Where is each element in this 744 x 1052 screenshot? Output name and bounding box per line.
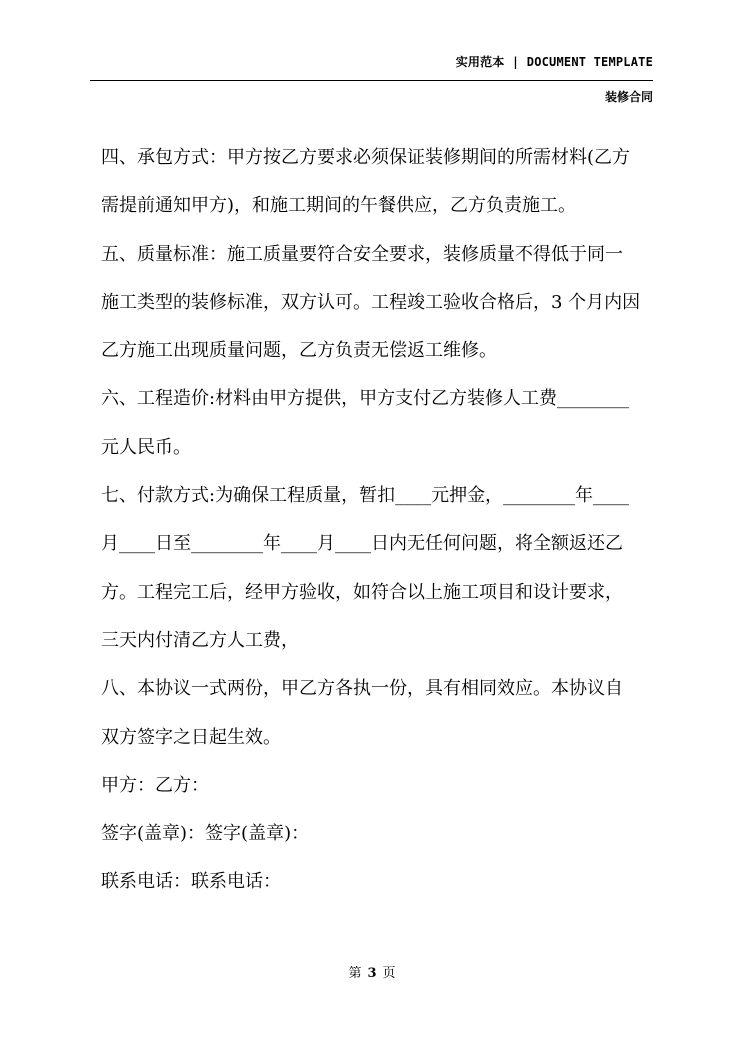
header-subtitle: 装修合同	[604, 90, 653, 104]
contract-line: 三天内付清乙方人工费，	[101, 629, 299, 651]
contract-line: 五、质量标准：施工质量要符合安全要求，装修质量不得低于同一	[101, 243, 623, 265]
contract-line: 六、工程造价:材料由甲方提供，甲方支付乙方装修人工费________	[101, 388, 630, 410]
page-footer	[0, 962, 744, 981]
signature-seal-line: 签字(盖章)：签字(盖章)：	[101, 823, 310, 845]
contract-body	[101, 140, 656, 913]
page-number: 3	[367, 966, 377, 981]
contract-line: 七、付款方式:为确保工程质量，暂扣____元押金，________年____	[101, 485, 630, 507]
contract-line: 施工类型的装修标准，双方认可。工程竣工验收合格后，3 个月内因	[101, 291, 641, 313]
contract-line: 元人民币。	[101, 436, 191, 458]
header-title: 实用范本 | DOCUMENT TEMPLATE	[455, 55, 653, 69]
contract-line: 四、承包方式：甲方按乙方要求必须保证装修期间的所需材料(乙方	[101, 147, 631, 168]
page-number-suffix: 页	[382, 966, 396, 981]
contract-line: 乙方施工出现质量问题，乙方负责无偿返工维修。	[101, 340, 497, 362]
header-divider	[90, 80, 653, 81]
page-number-prefix: 第	[348, 966, 362, 981]
contract-line: 需提前通知甲方)，和施工期间的午餐供应，乙方负责施工。	[101, 195, 577, 217]
signature-party-line: 甲方：乙方：	[101, 774, 209, 796]
contract-line: 双方签字之日起生效。	[101, 726, 281, 748]
contract-line: 月____日至________年____月____日内无任何问题，将全额返还乙	[101, 533, 623, 555]
contract-line: 方。工程完工后，经甲方验收，如符合以上施工项目和设计要求，	[101, 581, 623, 603]
contract-line: 八、本协议一式两份，甲乙方各执一份，具有相同效应。本协议自	[101, 678, 623, 700]
signature-phone-line: 联系电话：联系电话：	[101, 871, 281, 893]
